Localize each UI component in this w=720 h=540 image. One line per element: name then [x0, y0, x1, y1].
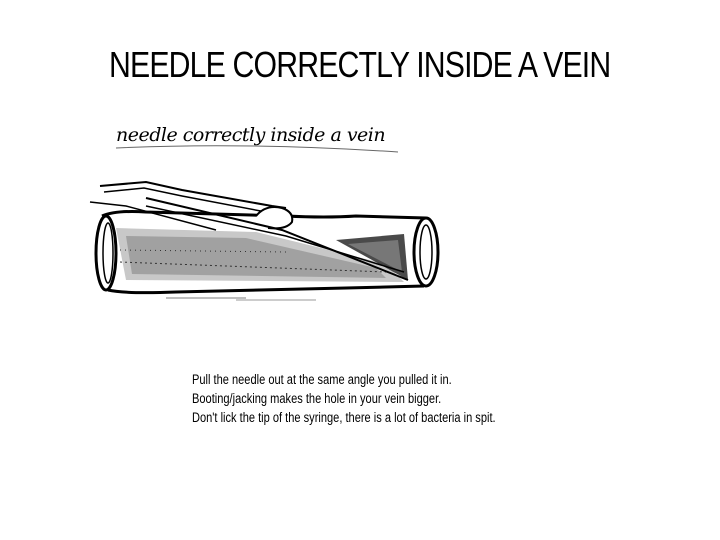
note-line: Pull the needle out at the same angle you pulled it in. [192, 372, 452, 387]
needle-in-vein-drawing [86, 112, 446, 302]
illustration-caption: needle correctly inside a vein [116, 124, 386, 146]
note-line: Booting/jacking makes the hole in your vein bigger. [192, 391, 442, 406]
note-line: Don't lick the tip of the syringe, there is a lot of bacteria in spit. [192, 410, 496, 425]
slide-title: NEEDLE CORRECTLY INSIDE A VEIN [108, 44, 611, 85]
notes-list [192, 370, 692, 427]
